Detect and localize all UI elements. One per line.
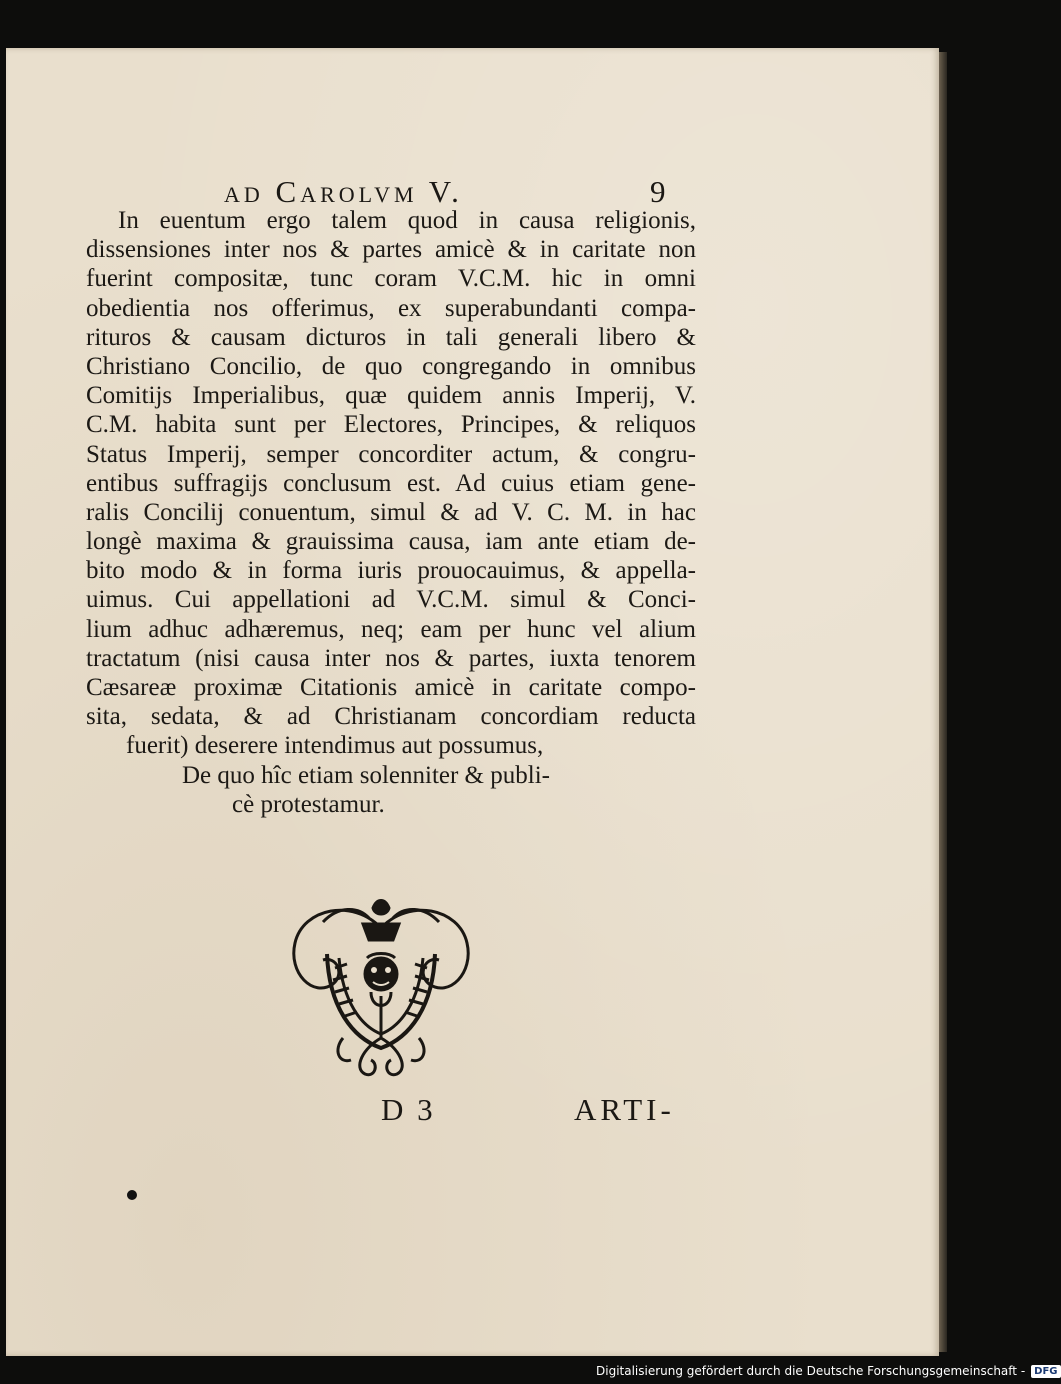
page-edge	[939, 52, 947, 1352]
text-line: C.M. habita sunt per Electores, Principes, & reliquos	[86, 411, 696, 439]
text-line: tractatum (nisi causa inter nos & partes, iuxta tenorem	[86, 644, 696, 672]
running-head: ad Carolvm V.	[224, 174, 463, 209]
credit-text: Digitalisierung gefördert durch die Deutsche Forschungsgemeinschaft -	[596, 1364, 1026, 1378]
dfg-logo: DFG	[1031, 1365, 1060, 1378]
text-line: Status Imperij, semper concorditer actum, & congru-	[86, 440, 696, 468]
text-line: dissensiones inter nos & partes amicè & in caritate non	[86, 236, 696, 264]
text-line: obedientia nos offerimus, ex superabundanti compa-	[86, 294, 696, 322]
text-line: uimus. Cui appellationi ad V.C.M. simul & Conci-	[86, 586, 696, 614]
text-line: Christiano Concilio, de quo congregando in omnibus	[86, 352, 696, 380]
text-line: Cæsareæ proximæ Citationis amicè in caritate compo-	[86, 674, 696, 701]
text-line: entibus suffragijs conclusum est. Ad cuius etiam gene-	[86, 469, 696, 497]
text-line: bito modo & in forma iuris prouocauimus, & appella-	[86, 557, 696, 585]
text-line: fuerint compositæ, tunc coram V.C.M. hic in omni	[86, 265, 696, 293]
text-line: fuerit) deserere intendimus aut possumus,	[126, 732, 544, 760]
grotesque-mask-ornament-icon	[283, 888, 479, 1084]
digitization-credit	[596, 1360, 1061, 1382]
text-line: In euentum ergo talem quod in causa religionis,	[118, 207, 696, 234]
text-line: cè protestamur.	[232, 790, 385, 818]
body-text	[86, 206, 696, 819]
page-header	[150, 174, 690, 210]
catchword: ARTI-	[574, 1092, 675, 1127]
page-number: 9	[650, 174, 666, 209]
text-line: ralis Concilij conuentum, simul & ad V. C. M. in hac	[86, 498, 696, 526]
ink-dot	[127, 1190, 137, 1200]
text-line: longè maxima & grauissima causa, iam ante etiam de-	[86, 528, 696, 556]
text-line: sita, sedata, & ad Christianam concordiam reducta	[86, 703, 696, 731]
text-line: Comitijs Imperialibus, quæ quidem annis Imperij, V.	[86, 382, 696, 410]
text-line: rituros & causam dicturos in tali generali libero &	[86, 323, 696, 351]
signature-mark: D 3	[381, 1092, 436, 1127]
text-line: lium adhuc adhæremus, neq; eam per hunc vel alium	[86, 615, 696, 643]
text-line: De quo hîc etiam solenniter & publi-	[182, 761, 550, 789]
